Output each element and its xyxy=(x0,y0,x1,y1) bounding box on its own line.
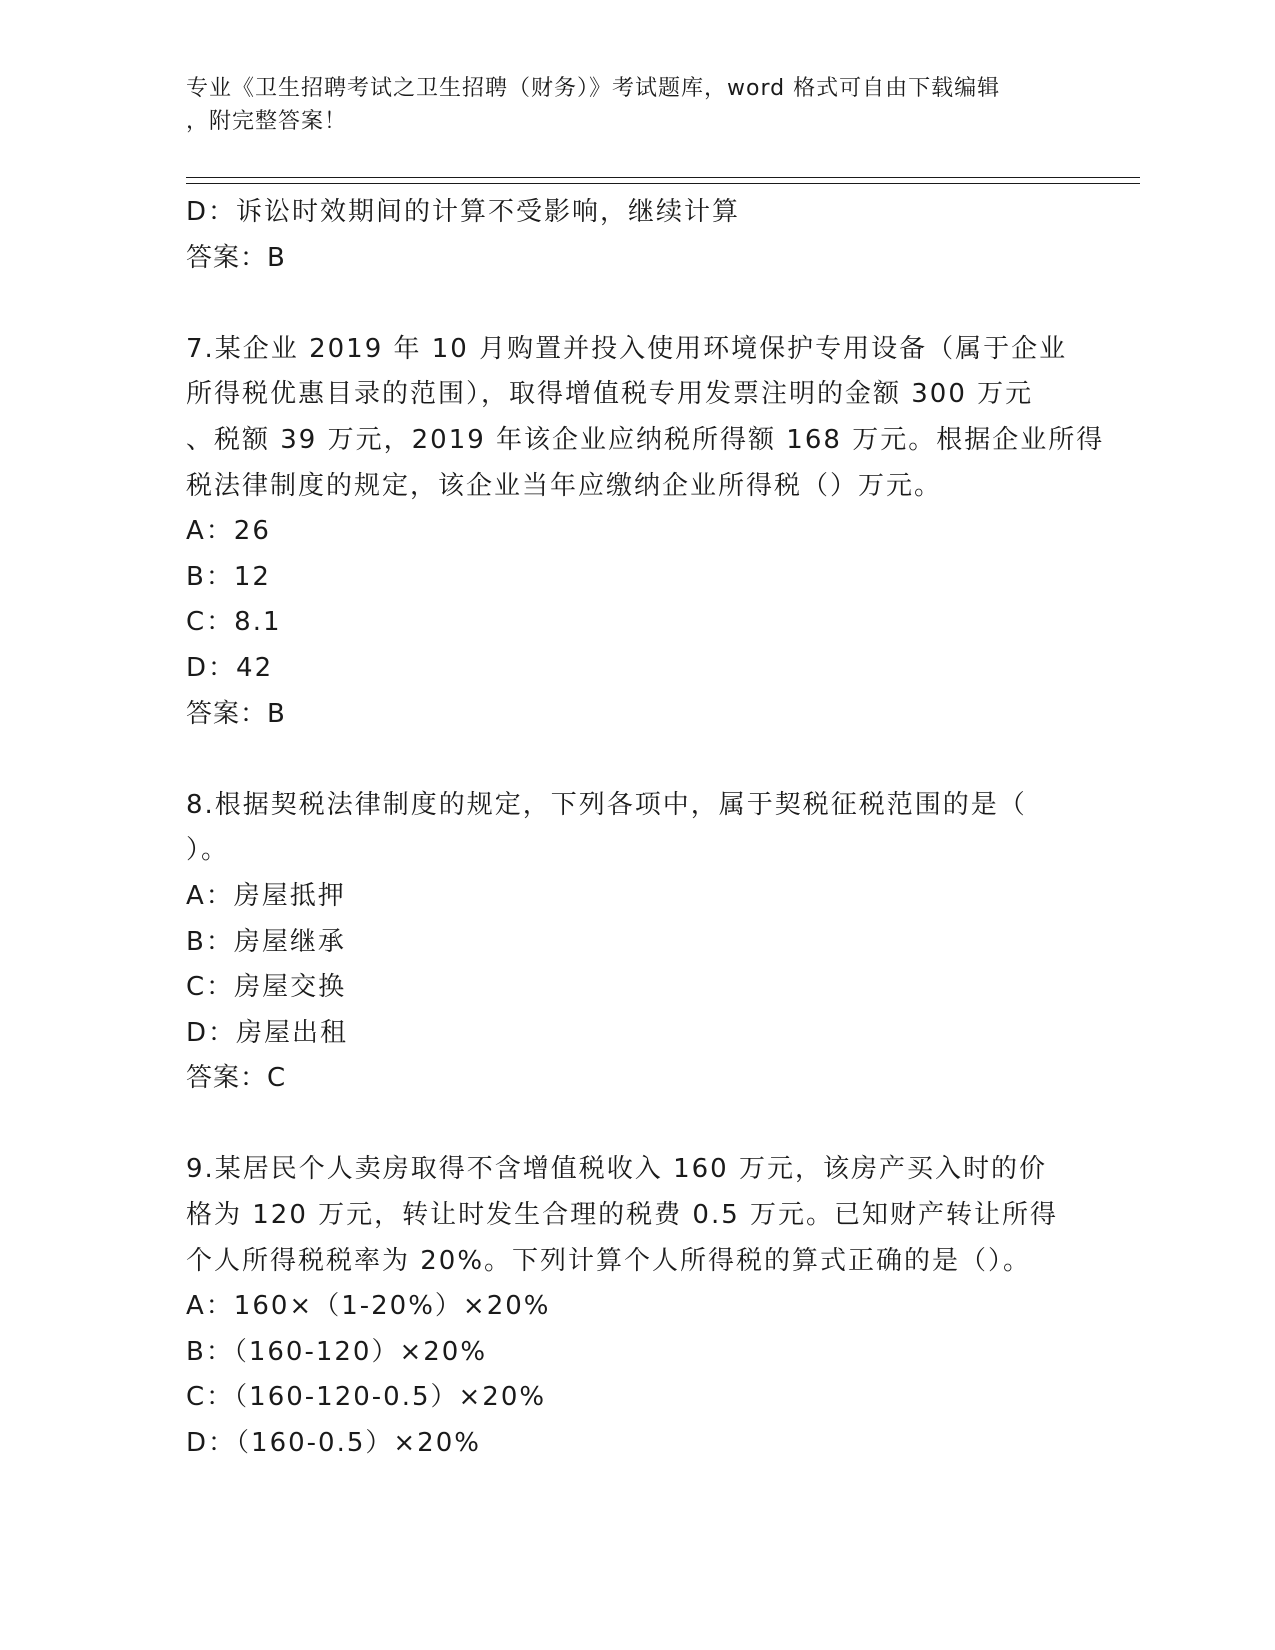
document-header xyxy=(186,72,1066,138)
option-c: C：房屋交换 xyxy=(186,972,347,1003)
option-b: B：房屋继承 xyxy=(186,926,346,957)
question-stem-line: 8.根据契税法律制度的规定，下列各项中，属于契税征税范围的是（ xyxy=(186,789,1027,820)
answer: 答案：B xyxy=(186,242,286,273)
question-stem-line: 7.某企业 2019 年 10 月购置并投入使用环境保护专用设备（属于企业 xyxy=(186,333,1068,364)
question-stem-line: 格为 120 万元，转让时发生合理的税费 0.5 万元。已知财产转让所得 xyxy=(186,1200,1059,1231)
question-9 xyxy=(186,1147,1086,1466)
header-line-1: 专业《卫生招聘考试之卫生招聘（财务）》考试题库，word 格式可自由下载编辑 xyxy=(186,76,1001,101)
question-stem-line: 个人所得税税率为 20%。下列计算个人所得税的算式正确的是（）。 xyxy=(186,1245,1032,1276)
option-c: C：（160-120-0.5）×20% xyxy=(186,1382,547,1413)
previous-question-tail xyxy=(186,190,1086,281)
option-c: C：8.1 xyxy=(186,607,282,638)
question-stem-line: 税法律制度的规定，该企业当年应缴纳企业所得税（）万元。 xyxy=(186,470,943,501)
option-a: A：26 xyxy=(186,516,271,547)
option-d: D：（160-0.5）×20% xyxy=(186,1428,481,1459)
header-rule-bottom xyxy=(186,183,1140,184)
question-stem-line: 、税额 39 万元，2019 年该企业应纳税所得额 168 万元。根据企业所得 xyxy=(186,424,1105,455)
header-rule-top xyxy=(186,177,1140,178)
question-7 xyxy=(186,327,1105,737)
document-body xyxy=(186,190,1105,1467)
question-stem-line: 所得税优惠目录的范围），取得增值税专用发票注明的金额 300 万元 xyxy=(186,379,1034,410)
option-b: B：（160-120）×20% xyxy=(186,1336,488,1367)
option-a: A：房屋抵押 xyxy=(186,880,346,911)
header-line-2: ，附完整答案！ xyxy=(186,109,348,134)
question-8 xyxy=(186,783,1086,1102)
answer: 答案：C xyxy=(186,1063,287,1094)
option-d: D：房屋出租 xyxy=(186,1017,349,1048)
option-a: A：160×（1-20%）×20% xyxy=(186,1291,551,1322)
option-d: D：诉讼时效期间的计算不受影响，继续计算 xyxy=(186,197,741,227)
question-stem-line: ）。 xyxy=(186,835,230,866)
option-d: D：42 xyxy=(186,652,274,683)
option-b: B：12 xyxy=(186,561,271,592)
question-stem-line: 9.某居民个人卖房取得不含增值税收入 160 万元，该房产买入时的价 xyxy=(186,1154,1047,1185)
answer: 答案：B xyxy=(186,698,286,729)
